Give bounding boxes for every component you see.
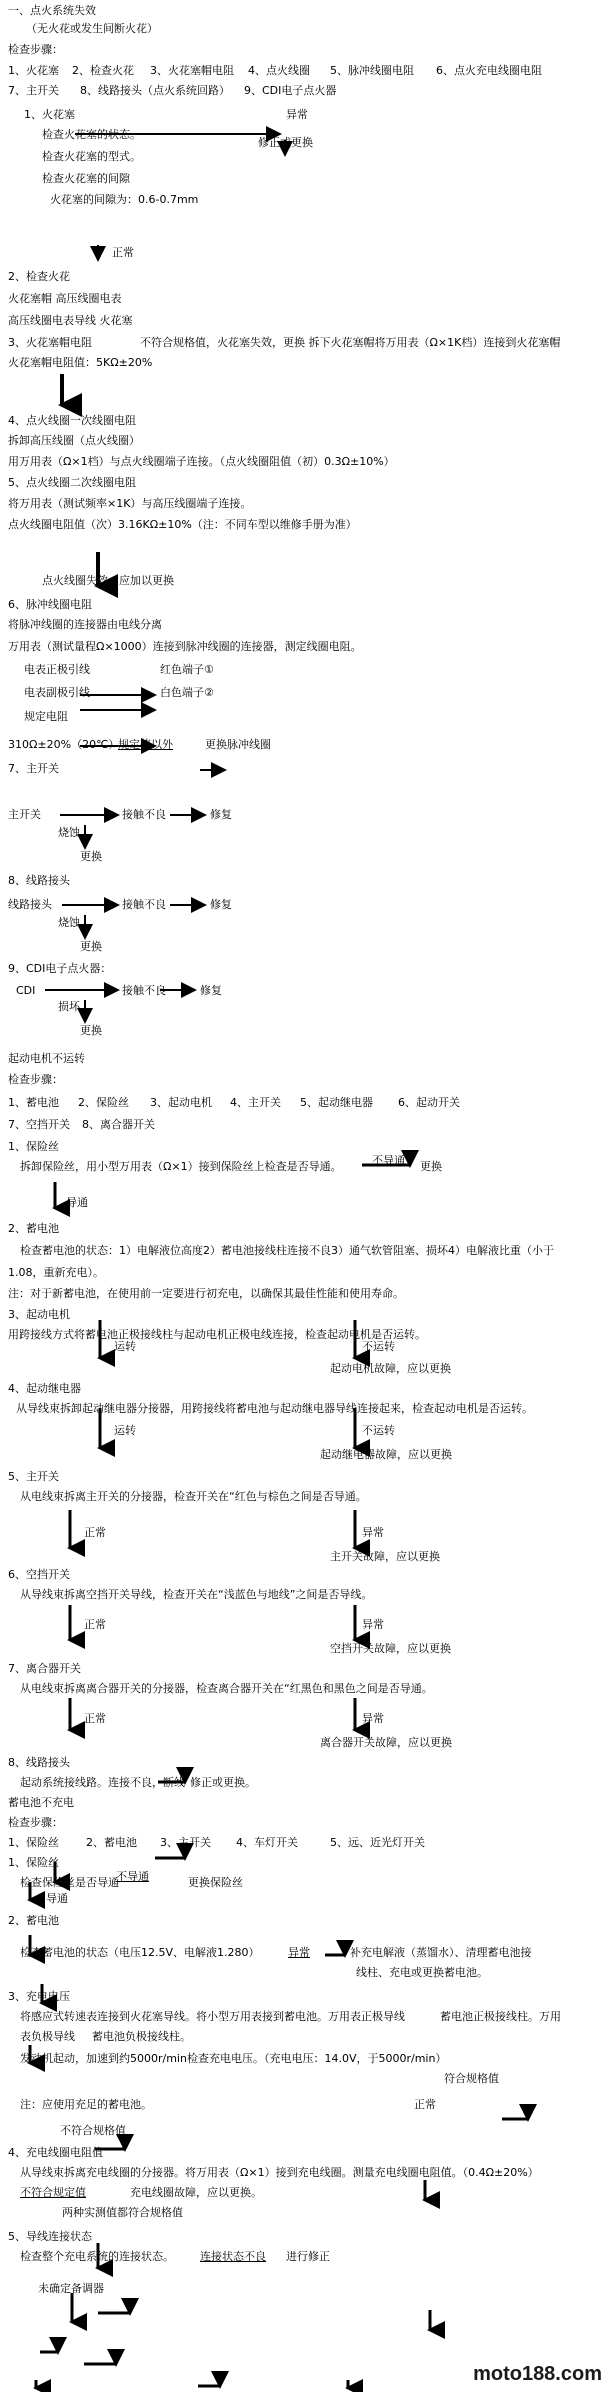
ncvolt-line: 蓄电池负极接线柱。 — [92, 2030, 191, 2043]
ncwire-title: 5、导线连接状态 — [8, 2230, 92, 2243]
fix-label: 修正或更换 — [258, 136, 313, 149]
fuse-no-conduct: 不导通 — [372, 1154, 405, 1167]
list-item: 8、线路接头（点火系统回路） — [80, 84, 230, 97]
list-item: 5、起动继电器 — [300, 1096, 373, 1109]
abnormal-label: 异常 — [362, 1712, 384, 1725]
motor-title: 3、起动电机 — [8, 1308, 70, 1321]
pulse-line: 将脉冲线圈的连接器由电线分离 — [8, 618, 162, 631]
ncvolt-title: 3、充电电压 — [8, 1990, 70, 2003]
norun-label: 不运转 — [362, 1424, 395, 1437]
ncvolt-note: 注：应使用充足的蓄电池。 — [20, 2098, 152, 2111]
list-item: 2、保险丝 — [78, 1096, 129, 1109]
fuse-conduct: 导通 — [66, 1196, 88, 1209]
flow-node: 修复 — [200, 984, 222, 997]
ncfuse-line: 检查保险丝是否导通 — [20, 1876, 119, 1889]
ncbat-line: 线柱、充电或更换蓄电池。 — [356, 1966, 488, 1979]
pulse-out-of-spec: 规定值以外 — [118, 738, 173, 751]
ncres-fault: 充电线圈故障，应以更换。 — [130, 2186, 262, 2199]
flow-node: 接触不良 — [122, 984, 166, 997]
clutch-title: 7、离合器开关 — [8, 1662, 81, 1675]
fuse-title: 1、保险丝 — [8, 1140, 59, 1153]
list-item: 7、空挡开关 — [8, 1118, 70, 1131]
cap-value: 火花塞帽电阻值：5KΩ±20% — [8, 356, 153, 369]
normal-label: 正常 — [84, 1618, 106, 1631]
list-item: 3、起动电机 — [150, 1096, 212, 1109]
normal-label: 正常 — [84, 1712, 106, 1725]
mainswitch-fault: 主开关故障，应以更换 — [330, 1550, 440, 1563]
pulse-line: 电表正极引线 — [24, 663, 90, 676]
check-spark-line: 高压线圈电表导线 火花塞 — [8, 314, 133, 327]
flow-node: 更换 — [80, 940, 102, 953]
check-steps-label: 检查步骤： — [8, 1816, 63, 1829]
ncvolt-line: 表负极导线 — [20, 2030, 75, 2043]
relay-title: 4、起动继电器 — [8, 1382, 81, 1395]
list-item: 4、点火线圈 — [248, 64, 310, 77]
neutral-fault: 空挡开关故障，应以更换 — [330, 1642, 451, 1655]
ncres-ok: 两种实测值都符合规格值 — [62, 2206, 183, 2219]
list-item: 1、火花塞 — [8, 64, 59, 77]
check-text: 检查火花塞的间隙 — [42, 172, 130, 185]
pulse-line: 红色端子① — [160, 663, 214, 676]
ignition-subtitle: （无火花或发生间断火花） — [26, 22, 158, 35]
list-item: 7、主开关 — [8, 84, 59, 97]
flow-node: 烧蚀 — [58, 826, 80, 839]
flow-node: CDI — [16, 984, 36, 997]
normal-label: 正常 — [84, 1526, 106, 1539]
ncfuse-nc: 不导通 — [116, 1870, 149, 1883]
ncwire-fix: 进行修正 — [286, 2250, 330, 2263]
fuse-line: 拆卸保险丝，用小型万用表（Ω×1）接到保险丝上检查是否导通。 — [20, 1160, 342, 1173]
abnormal-label: 异常 — [362, 1526, 384, 1539]
ncvolt-nok: 不符合规格值 — [60, 2124, 126, 2137]
coil-fail: 点火线圈失效，应加以更换 — [42, 574, 174, 587]
wiring2-line: 起动系统接线路。连接不良，断线 — [20, 1776, 185, 1789]
flow-node: 修复 — [210, 808, 232, 821]
check-text: 检查火花塞的状态。 — [42, 128, 141, 141]
ncvolt-line: 将感应式转速表连接到火花塞导线。将小型万用表接到蓄电池。万用表正极导线 — [20, 2010, 405, 2023]
neutral-line: 从导线束拆离空挡开关导线，检查开关在“浅蓝色与地线”之间是否导线。 — [20, 1588, 373, 1601]
flow-node: 接触不良 — [122, 808, 166, 821]
ncwire-end: 未确定备调器 — [38, 2282, 104, 2295]
coil-line: 用万用表（Ω×1档）与点火线圈端子连接。（点火线圈阻值（初）0.3Ω±10%） — [8, 455, 395, 468]
ncbat-title: 2、蓄电池 — [8, 1914, 59, 1927]
pulse-line: 电表副极引线 — [24, 686, 90, 699]
section-title-starter: 起动电机不运转 — [8, 1052, 85, 1065]
section-title-nocharge: 蓄电池不充电 — [8, 1796, 74, 1809]
ncwire-line: 检查整个充电系统的连接状态。 — [20, 2250, 174, 2263]
flow-node: 更换 — [80, 1024, 102, 1037]
relay-fault: 起动继电器故障，应以更换 — [320, 1448, 452, 1461]
battery-note: 注：对于新蓄电池，在使用前一定要进行初充电，以确保其最佳性能和使用寿命。 — [8, 1287, 404, 1300]
pulse-line: 310Ω±20%（20℃） — [8, 738, 120, 751]
list-item: 3、主开关 — [160, 1836, 211, 1849]
flow-node: 主开关 — [8, 808, 41, 821]
flow-node: 更换 — [80, 850, 102, 863]
run-label: 运转 — [114, 1340, 136, 1353]
flow-node: 烧蚀 — [58, 916, 80, 929]
list-item: 8、离合器开关 — [82, 1118, 155, 1131]
gap-spec: 火花塞的间隙为：0.6-0.7mm — [50, 193, 199, 206]
fuse-replace: 更换 — [420, 1160, 442, 1173]
ncfuse-replace: 更换保险丝 — [188, 1876, 243, 1889]
list-item: 2、检查火花 — [72, 64, 134, 77]
clutch-fault: 离合器开关故障，应以更换 — [320, 1736, 452, 1749]
check-text: 检查火花塞的型式。 — [42, 150, 141, 163]
mainswitch2-line: 从电线束拆离主开关的分接器，检查开关在“红色与棕色之间是否导通。 — [20, 1490, 367, 1503]
wiring-title: 8、线路接头 — [8, 874, 70, 887]
check-spark-line: 火花塞帽 高压线圈电表 — [8, 292, 122, 305]
list-item: 6、起动开关 — [398, 1096, 460, 1109]
list-item: 5、远、近光灯开关 — [330, 1836, 425, 1849]
ncbat-line: 检查蓄电池的状态（电压12.5V、电解液1.280） — [20, 1946, 260, 1959]
check-steps-label: 检查步骤： — [8, 1073, 63, 1086]
flow-node: 线路接头 — [8, 898, 52, 911]
battery-line: 检查蓄电池的状态：1）电解液位高度2）蓄电池接线柱连接不良3）通气软管阻塞、损坏4）电解液比重（小于 — [20, 1244, 554, 1257]
pulse-replace: 更换脉冲线圈 — [205, 738, 271, 751]
list-item: 4、车灯开关 — [236, 1836, 298, 1849]
coil-line: 拆卸高压线圈（点火线圈） — [8, 434, 140, 447]
ncfuse-ok: 导通 — [46, 1892, 68, 1905]
flow-node: 接触不良 — [122, 898, 166, 911]
check-spark-title: 2、检查火花 — [8, 270, 70, 283]
pulse-line: 白色端子② — [160, 686, 214, 699]
pulse-line: 万用表（测试量程Ω×1000）连接到脉冲线圈的连接器，测定线圈电阻。 — [8, 640, 362, 653]
ncres-title: 4、充电线圈电阻值 — [8, 2146, 103, 2159]
wiring2-title: 8、线路接头 — [8, 1756, 70, 1769]
list-item: 2、蓄电池 — [86, 1836, 137, 1849]
relay-line: 从导线束拆卸起动继电器分接器，用跨接线将蓄电池与起动继电器导线连接起来，检查起动电机是否运转。 — [16, 1402, 533, 1415]
normal-label: 正常 — [112, 246, 134, 259]
list-item: 1、蓄电池 — [8, 1096, 59, 1109]
neutral-title: 6、空挡开关 — [8, 1568, 70, 1581]
sparkplug-title: 1、火花塞 — [24, 108, 75, 121]
mainswitch2-title: 5、主开关 — [8, 1470, 59, 1483]
mainswitch-title: 7、主开关 — [8, 762, 59, 775]
list-item: 5、脉冲线圈电阻 — [330, 64, 414, 77]
coil-line: 将万用表（测试频率×1K）与高压线圈端子连接。 — [8, 497, 252, 510]
ncbat-line: 补充电解液（蒸馏水）、清理蓄电池接 — [350, 1946, 532, 1959]
motor-line: 用跨接线方式将蓄电池正极接线柱与起动电机正极电线连接，检查起动电机是否运转。 — [8, 1328, 426, 1341]
section-title-ignition: 一、点火系统失效 — [8, 4, 96, 17]
cap-title: 3、火花塞帽电阻 — [8, 336, 92, 349]
motor-fault: 起动电机故障，应以更换 — [330, 1362, 451, 1375]
ncwire-bad: 连接状态不良 — [200, 2250, 266, 2263]
ncvolt-line: 发动机起动，加速到约5000r/min检查充电电压。（充电电压：14.0V，于5000r/min） — [20, 2052, 447, 2065]
list-item: 9、CDI电子点火器 — [244, 84, 337, 97]
ncbat-abn: 异常 — [288, 1946, 310, 1959]
run-label: 运转 — [114, 1424, 136, 1437]
ncfuse-title: 1、保险丝 — [8, 1856, 59, 1869]
norun-label: 不运转 — [362, 1340, 395, 1353]
list-item: 3、火花塞帽电阻 — [150, 64, 234, 77]
list-item: 6、点火充电线圈电阻 — [436, 64, 542, 77]
cap-desc: 不符合规格值，火花塞失效，更换 拆下火花塞帽将万用表（Ω×1K档）连接到火花塞帽 — [140, 336, 561, 349]
cdi-title: 9、CDI电子点火器： — [8, 962, 112, 975]
abnormal-label: 异常 — [286, 108, 308, 121]
ncres-nok: 不符合规定值 — [20, 2186, 86, 2199]
ncvolt-line: 蓄电池正极接线柱。万用 — [440, 2010, 561, 2023]
clutch-line: 从电线束拆离离合器开关的分接器，检查离合器开关在“红黑色和黑色之间是否导通。 — [20, 1682, 433, 1695]
check-steps-label: 检查步骤： — [8, 43, 63, 56]
watermark-logo: moto188.com — [473, 2363, 602, 2385]
ncvolt-ok: 正常 — [414, 2098, 436, 2111]
pulse-line: 规定电阻 — [24, 710, 68, 723]
flow-node: 修复 — [210, 898, 232, 911]
ncres-line: 从导线束拆离充电线圈的分接器。将万用表（Ω×1）接到充电线圈。测量充电线圈电阻值。（0.4Ω±20%） — [20, 2166, 539, 2179]
abnormal-label: 异常 — [362, 1618, 384, 1631]
battery-title: 2、蓄电池 — [8, 1222, 59, 1235]
battery-line: 1.08，重新充电）。 — [8, 1266, 104, 1279]
coil-primary-title: 4、点火线圈一次线圈电阻 — [8, 414, 136, 427]
coil-value: 点火线圈电阻值（次）3.16KΩ±10%（注：不同车型以维修手册为准） — [8, 518, 357, 531]
list-item: 1、保险丝 — [8, 1836, 59, 1849]
flow-node: 损坏 — [58, 1000, 80, 1013]
pulse-title: 6、脉冲线圈电阻 — [8, 598, 92, 611]
coil-secondary-title: 5、点火线圈二次线圈电阻 — [8, 476, 136, 489]
wiring2-fix: 修正或更换。 — [190, 1776, 256, 1789]
list-item: 4、主开关 — [230, 1096, 281, 1109]
ncvolt-spec: 符合规格值 — [444, 2072, 499, 2085]
